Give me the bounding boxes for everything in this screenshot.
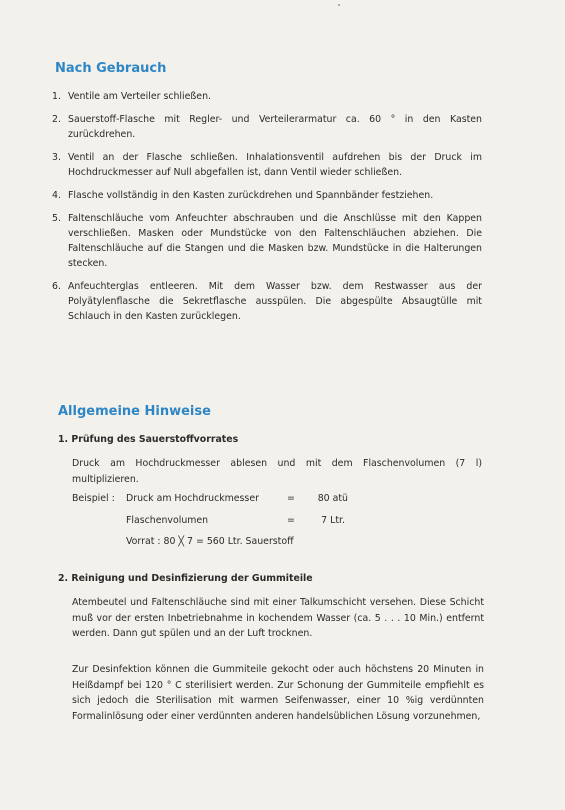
- list-item-text: Ventil an der Flasche schließen. Inhalationsventil aufdrehen bis der Druck im Hochdruckmesser auf Null abgefallen ist, dann Ventil wieder schließen.: [68, 152, 482, 178]
- paragraph-oxygen-check: Druck am Hochdruckmesser ablesen und mit dem Flaschenvolumen (7 l) multiplizieren.: [72, 458, 482, 485]
- list-item-text: Flasche vollständig in den Kasten zurückdrehen und Spannbänder festziehen.: [68, 190, 434, 201]
- list-item-number: 5.: [52, 213, 61, 224]
- list-item-text: Faltenschläuche vom Anfeuchter abschrauben und die Anschlüsse mit den Kappen verschließen. Masken oder Mundstücke von den Faltenschläuchen abziehen. Die Faltenschläuche auf die Stangen und die Masken bzw. Mundstücke in die Halterungen stecken.: [68, 213, 482, 269]
- list-item-text: Sauerstoff-Flasche mit Regler- und Verteilerarmatur ca. 60 ° in den Kasten zurückdrehen.: [68, 114, 482, 140]
- example-label: Beispiel :: [72, 493, 115, 504]
- paragraph-desinfektion: Zur Desinfektion können die Gummiteile gekocht oder auch höchstens 20 Minuten in Heißdampf bei 120 ° C sterilisiert werden. Zur Schonung der Gummiteile empfiehlt es sich jedoch die Sterilisation mit warmen Seifenwasser, einer 10 %ig verdünnten Formalinlösung oder einer verdünnten anderen handelsüblichen Lösung vorzunehmen,: [72, 664, 484, 722]
- list-item-text: Ventile am Verteiler schließen.: [68, 91, 211, 102]
- example-row2-equals: =: [287, 515, 295, 526]
- usage-steps-list: [52, 89, 482, 332]
- list-item-number: 3.: [52, 152, 61, 163]
- paragraph-talkum: Atembeutel und Faltenschläuche sind mit einer Talkumschicht versehen. Diese Schicht muß vor der ersten Inbetriebnahme in kochendem Wasser (ca. 5 . . . 10 Min.) entfernt werden. Dann gut spülen und an der Luft trocknen.: [72, 597, 484, 639]
- example-row1-label: Druck am Hochdruckmesser: [126, 493, 259, 504]
- list-item: [52, 279, 482, 324]
- list-item: [52, 89, 482, 104]
- example-row1-equals: =: [287, 493, 295, 504]
- example-row2-label: Flaschenvolumen: [126, 515, 209, 526]
- subsection-title-sauerstoffvorrat: 1. Prüfung des Sauerstoffvorrates: [58, 434, 239, 445]
- list-item: [52, 150, 482, 180]
- list-item-number: 1.: [52, 91, 61, 102]
- print-speck: [338, 4, 340, 6]
- section-title-allgemeine-hinweise: Allgemeine Hinweise: [58, 404, 211, 419]
- section-title-nach-gebrauch: Nach Gebrauch: [55, 61, 167, 76]
- example-row1-value: 80 atü: [317, 493, 348, 504]
- example-row2-value: 7 Ltr.: [321, 515, 345, 526]
- list-item-number: 4.: [52, 190, 61, 201]
- list-item: [52, 112, 482, 142]
- list-item: [52, 211, 482, 271]
- subsection-title-reinigung: 2. Reinigung und Desinfizierung der Gummiteile: [58, 573, 313, 584]
- list-item-number: 2.: [52, 114, 61, 125]
- example-result: Vorrat : 80 ╳ 7 = 560 Ltr. Sauerstoff: [126, 536, 294, 547]
- list-item: [52, 188, 482, 203]
- list-item-number: 6.: [52, 281, 61, 292]
- list-item-text: Anfeuchterglas entleeren. Mit dem Wasser bzw. dem Restwasser aus der Polyätylenflasche die Sekretflasche ausspülen. Die abgespülte Absaugtülle mit Schlauch in den Kasten zurücklegen.: [68, 281, 482, 322]
